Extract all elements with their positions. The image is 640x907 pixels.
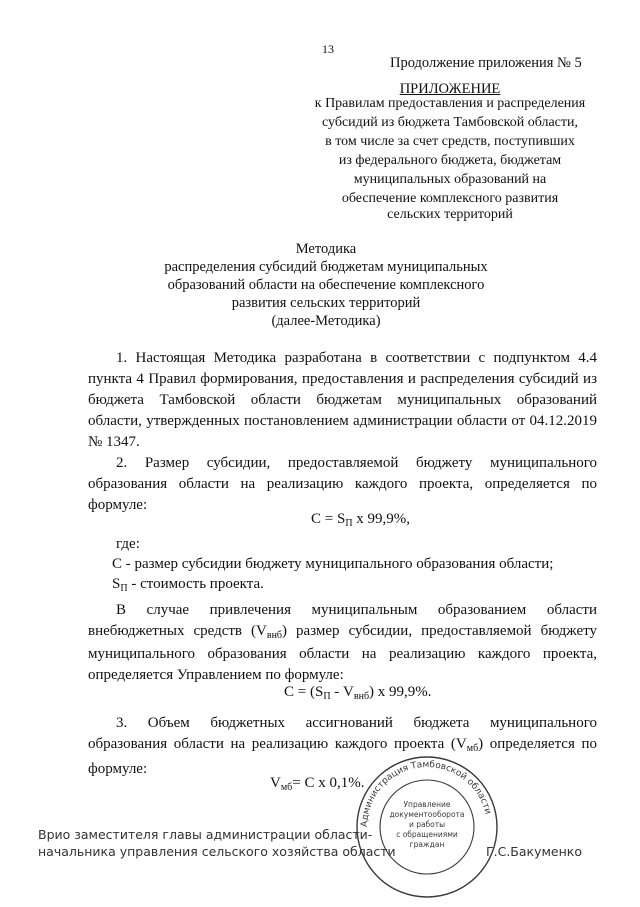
where-label: где: [116,536,140,552]
appendix-line: в том числе за счет средств, поступивших [325,134,575,149]
document-title: Методика [295,241,357,257]
paragraph-1-line: пункта 4 Правил формирования, предоставления и распределения субсидий из [88,371,597,387]
signature-position-line: Врио заместителя главы администрации области- [38,827,373,842]
appendix-line: субсидий из бюджета Тамбовской области, [321,115,579,130]
svg-text:документооборота: документооборота [389,810,465,819]
paragraph-2-line: 2. Размер субсидии, предоставляемой бюджету муниципального [116,455,597,471]
title-line: образований области на обеспечение комплексного [167,277,485,293]
paragraph-3-line: муниципального образования области на реализацию каждого проекта, [88,646,597,662]
formula-1: $С = S_П$ х 99,9%, [311,511,411,529]
signature-position-line: начальника управления сельского хозяйства области [38,844,396,859]
paragraph-3-line: определяется Управлением по формуле: [88,667,344,683]
continuation-note: Продолжение приложения № 5 [390,55,582,71]
svg-text:граждан: граждан [409,840,445,849]
appendix-line: обеспечение комплексного развития [341,191,559,206]
appendix-line: к Правилам предоставления и распределения [314,96,586,111]
appendix-heading: ПРИЛОЖЕНИЕ [399,81,501,97]
appendix-line: муниципальных образований на [353,172,547,187]
title-line: (далее-Методика) [271,313,381,329]
svg-text:Администрация Тамбовской облас: Администрация Тамбовской области [359,759,493,828]
paragraph-4-line: образования области на реализацию каждого проекта $(V_{мб})$ определяется по [88,736,597,754]
official-stamp [352,752,502,907]
paragraph-2-line: образования области на реализацию каждого проекта, определяется по [88,476,597,492]
appendix-line: из федерального бюджета, бюджетам [338,153,562,168]
definition-s: $S_П$ - стоимость проекта. [112,576,264,594]
signer-name: Г.С.Бакуменко [486,844,582,859]
paragraph-4-line: формуле: [88,761,148,777]
formula-3: $V_{мб}= С$ х 0,1%. [270,775,365,793]
paragraph-1-line: области, утвержденных постановлением администрации области от 04.12.2019 [88,413,597,429]
paragraph-3-line: внебюджетных средств $(V_{внб})$ размер субсидии, предоставляемой бюджету [88,623,597,641]
svg-text:с обращениями: с обращениями [396,830,458,839]
title-line: развития сельских территорий [231,295,421,311]
svg-text:и работы: и работы [408,820,446,829]
title-line: распределения субсидий бюджетам муниципальных [164,259,488,275]
paragraph-2-line: формуле: [88,497,148,513]
paragraph-1-line: № 1347. [88,434,140,450]
svg-text:Управление: Управление [403,800,451,809]
definition-c: С - размер субсидии бюджету муниципального образования области; [112,556,554,572]
page-number: 13 [322,42,334,56]
paragraph-1-line: бюджета Тамбовской области бюджетам муниципальных образований [88,392,597,408]
appendix-line: сельских территорий [387,207,513,222]
paragraph-4-line: 3. Объем бюджетных ассигнований бюджета муниципального [116,715,597,731]
paragraph-3-line: В случае привлечения муниципальным образованием области [116,602,597,618]
formula-2: $С = (S_П - V_{внб})$ х 99,9%. [284,684,432,702]
paragraph-1-line: 1. Настоящая Методика разработана в соответствии с подпунктом 4.4 [116,350,597,366]
